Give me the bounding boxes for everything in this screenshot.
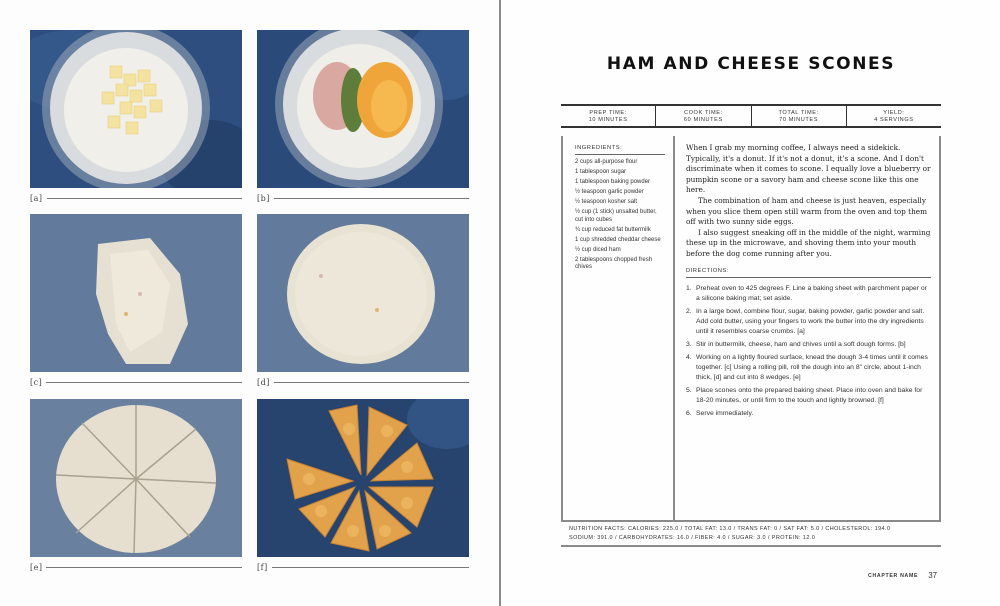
left-page [0, 0, 499, 606]
prep-time [561, 106, 656, 126]
prep-time-label: PREP TIME: [589, 110, 627, 116]
photo-c-shaggy-dough [30, 214, 242, 372]
photo-f-baked-scones [257, 399, 469, 557]
step-text: Preheat oven to 425 degrees F. Line a baking sheet with parchment paper or a silicone baking mat; set aside. [696, 285, 927, 302]
caption-label: [f] [257, 562, 268, 572]
step-number: 3. [686, 341, 692, 348]
cook-time-value: 60 MINUTES [683, 117, 723, 123]
nutrition-facts [569, 525, 941, 543]
caption-rule [46, 382, 242, 383]
photo-b-ham-cheese-mix [257, 30, 469, 188]
column-divider-rule [673, 136, 675, 520]
step-text: Place scones onto the prepared baking sheet. Place into oven and bake for 18-20 minutes, or until firm to the touch and lightly browned. [f] [696, 387, 923, 404]
direction-step [686, 409, 931, 419]
caption-label: [b] [257, 193, 270, 203]
left-frame-rule [561, 136, 563, 520]
intro-paragraph: When I grab my morning coffee, I always need a sidekick. Typically, it's a donut. If it's not a donut, it's a scone. And I don't discriminate when it comes to scone. I equally love a blueberry or pumpkin scone or a savory ham and cheese scone like this one here. [686, 143, 931, 195]
ingredient-item: ½ teaspoon kosher salt [575, 199, 638, 205]
step-number: 2. [686, 308, 692, 315]
caption-rule [274, 198, 469, 199]
caption-rule [47, 198, 242, 199]
ingredient-item: ½ teaspoon garlic powder [575, 189, 644, 195]
caption-rule [274, 382, 469, 383]
nutrition-bottom-rule [561, 545, 941, 547]
photo-e-cut-wedges [30, 399, 242, 557]
step-text: Serve immediately. [696, 410, 754, 417]
intro-paragraph: The combination of ham and cheese is just heaven, especially when you slice them open still warm from the oven and top them off with two sunny side eggs. [686, 195, 928, 227]
caption-d [257, 376, 469, 388]
caption-e [30, 561, 242, 573]
recipe-intro [686, 143, 931, 260]
direction-step [686, 307, 931, 337]
caption-b [257, 192, 469, 204]
step-text: In a large bowl, combine flour, sugar, baking powder, garlic powder and salt. Add cold butter, using your fingers to work the butter into the dry ingredients until it resembles coarse crumbs. [a] [696, 308, 925, 335]
photo-d-rolled-dough [257, 214, 469, 372]
nutrition-top-rule [561, 520, 941, 522]
caption-f [257, 561, 469, 573]
ingredient-item: 1 cup shredded cheddar cheese [575, 236, 661, 243]
direction-step [686, 353, 931, 383]
ingredient-item: 1 tablespoon baking powder [575, 179, 651, 185]
right-frame-rule [939, 136, 941, 520]
cook-time [656, 106, 751, 126]
total-time [752, 106, 847, 126]
nutrition-line-1: NUTRITION FACTS: CALORIES: 225.0 / TOTAL FAT: 13.0 / TRANS FAT: 0 / SAT FAT: 5.0 / CHOLESTEROL: 194.0 [569, 526, 891, 532]
directions-heading: DIRECTIONS: [686, 268, 931, 278]
directions-section [686, 268, 931, 422]
ingredient-item: ½ cup diced ham [575, 246, 621, 253]
caption-c [30, 376, 242, 388]
recipe-time-bar [561, 104, 941, 128]
chapter-name: CHAPTER NAME [868, 572, 919, 579]
caption-rule [46, 567, 242, 568]
step-text: Working on a lightly floured surface, knead the dough 3-4 times until it comes together. [c] Using a rolling pill, roll the dough into an 8" circle, about 1-inch thick, [d] and cut into 8 wedges. [e] [696, 354, 928, 381]
ingredients-section [575, 145, 665, 274]
right-page [501, 0, 1000, 606]
yield-value: 4 SERVINGS [874, 117, 914, 123]
ingredient-item: 2 tablespoons chopped fresh chives [575, 256, 653, 270]
cook-time-label: COOK TIME: [683, 110, 723, 116]
step-number: 6. [686, 410, 692, 417]
ingredient-item: 2 cups all-purpose flour [575, 159, 638, 165]
caption-label: [d] [257, 377, 270, 387]
yield [847, 106, 941, 126]
total-time-label: TOTAL TIME: [778, 110, 819, 116]
total-time-value: 70 MINUTES [779, 117, 819, 123]
caption-label: [a] [30, 193, 43, 203]
step-number: 1. [686, 285, 692, 292]
yield-label: YIELD: [883, 110, 905, 116]
recipe-title: HAM AND CHEESE SCONES [606, 54, 896, 74]
step-number: 5. [686, 387, 692, 394]
caption-rule [272, 567, 469, 568]
direction-step [686, 340, 931, 350]
ingredients-heading: INGREDIENTS: [575, 145, 665, 155]
caption-a [30, 192, 242, 204]
nutrition-line-2: SODIUM: 391.0 / CARBOHYDRATES: 16.0 / FIBER: 4.0 / SUGAR: 3.0 / PROTEIN: 12.0 [569, 535, 816, 541]
ingredient-item: ¾ cup reduced fat buttermilk [575, 226, 651, 233]
page-number: 37 [928, 571, 938, 580]
ingredient-item: ½ cup (1 stick) unsalted butter, cut into cubes [575, 209, 657, 223]
direction-step [686, 284, 931, 304]
page-footer [868, 571, 937, 580]
caption-label: [e] [30, 562, 43, 572]
caption-label: [c] [30, 377, 43, 387]
photo-a-flour-butter [30, 30, 242, 188]
step-text: Stir in buttermilk, cheese, ham and chives until a soft dough forms. [b] [696, 341, 906, 348]
direction-step [686, 386, 931, 406]
ingredient-item: 1 tablespoon sugar [575, 169, 627, 175]
intro-paragraph: I also suggest sneaking off in the middle of the night, warming these up in the microwave, and shoving them into your mouth before the dog come running after you. [686, 227, 931, 258]
prep-time-value: 10 MINUTES [588, 117, 628, 123]
step-number: 4. [686, 354, 692, 361]
